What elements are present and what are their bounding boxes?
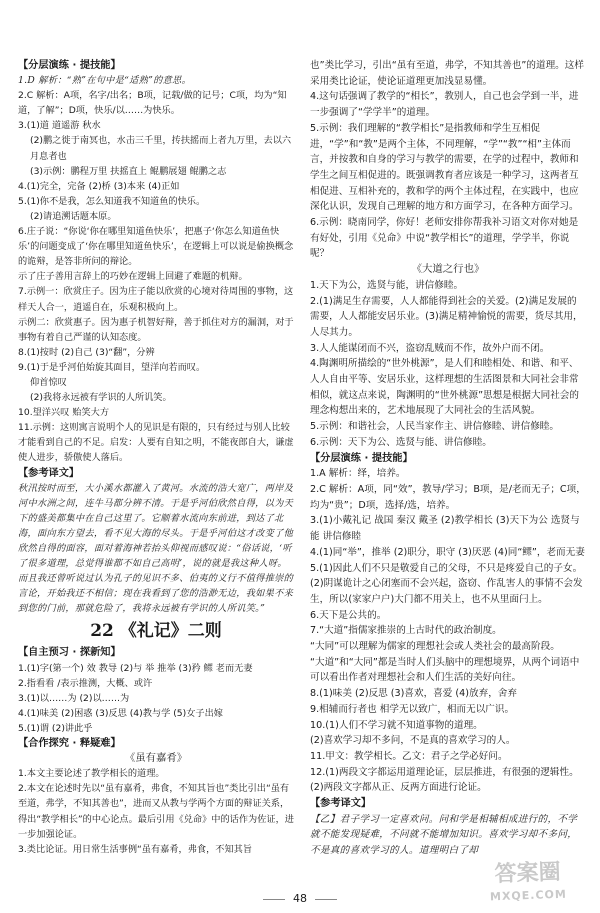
answer-line: 9.相辅而行者也 相学无以致广，相而无以广识。 xyxy=(310,703,515,715)
answer-line: 6.庄子说：“你说‘你在哪里知道鱼快乐’，把惠子‘你怎么知道鱼快乐’的问题变成了‘你在哪里知道鱼快乐’，在逻辑上可以说是偷换概念的诡辩，是答非所问的辩论。 xyxy=(18,226,294,268)
watermark-logo xyxy=(469,861,586,907)
answer-line: 9.(1)于是乎河伯始旋其面目，望洋向若而叹。 xyxy=(18,361,206,373)
answer-line: 也”类比学习，引出“虽有至道，弗学，不知其善也”的道理。这样采用类比论证，使论证道理更加浅显易懂。 xyxy=(310,60,584,87)
chapter-title: 22 《礼记》二则 xyxy=(90,621,222,642)
answer-line: 3.(1)小戴礼记 战国 秦汉 戴圣 (2)教学相长 (3)天下为公 选贤与能 讲信修睦 xyxy=(310,515,580,543)
watermark-sub: MXQE.COM xyxy=(489,887,568,904)
section-heading-row xyxy=(310,796,586,812)
answer-line: 7.示例一：欣赏庄子。因为庄子能以欣赏的心境对待周围的事物，这样天人合一，逍遥自在，乐观积极向上。 xyxy=(18,286,294,313)
answer-line: 2.C 解析：A项，同“效”，教导/学习；B项，是/老而无子；C项，均为“贵”；D项，选择/选，培养。 xyxy=(310,483,586,511)
answer-line: 4.(1)味美 (2)困惑 (3)反思 (4)教与学 (5)女子出嫁 xyxy=(18,707,223,719)
translation-paragraph: 【乙】君子学习一定喜欢问。问和学是相辅相成进行的，不学就不能发现疑难，不问就不能增加知识。喜欢学习却不多问，不是真的喜欢学习的人。道理明白了却 xyxy=(310,813,578,857)
answer-line: (2)阴谋诡计之心闭塞而不会兴起，盗窃、作乱害人的事情不会发生，所以(家家户户)大门都不用关上，也不从里面闩上。 xyxy=(310,578,583,605)
answer-line: 11.示例：这则寓言说明个人的见识是有限的，只有经过与别人比较才能看到自己的不足。启发：人要有自知之明，不能夜郎自大，谦虚使人进步，骄傲使人落后。 xyxy=(18,422,294,464)
answer-line: 5.示例：我们理解的“教学相长”是指教师和学生互相促进，“学”和“教”是两个主体，不同理解，“学”“教”“相”主体而言，并按教和自身的学习与教学的需要，在学的过程中，教师和学生之间互相促进的。既强调教育者应该是一种学习，这两者互相促进、互相补充的，教和学的两个主体过程，在实践中，也应深化认识，发现自己理解的地方和方面学习，在各种方面学习。 xyxy=(310,122,579,213)
answer-line: (2)喜欢学习却不多问，不是真的喜欢学习的人。 xyxy=(310,735,516,747)
section-heading-row xyxy=(18,58,294,73)
sub-title: 《虽有嘉肴》 xyxy=(124,752,188,765)
answer-line: 4.(1)同“举”，推举 (2)职分，职守 (3)厌恶 (4)同“鳏”，老而无妻 xyxy=(310,546,585,558)
section-heading: 【合作探究 · 释疑难】 xyxy=(18,738,121,750)
answer-line: 12.(1)两段文字都运用道理论证，层层推进，有很强的逻辑性。(2)两段文字都从正、反两方面进行论证。 xyxy=(310,766,579,794)
section-heading: 【分层演练 · 提技能】 xyxy=(18,60,121,71)
answer-line: 2.指看看 /表示推测，大概、或许 xyxy=(18,677,153,689)
section-heading: 【参考译文】 xyxy=(18,467,80,479)
answer-line: 2.(1)满足生存需要，人人都能得到社会的关爱。(2)满足发展的需要，人人都能安居乐业。(3)满足精神愉悦的需要，货尽其用，人尽其力。 xyxy=(310,295,583,338)
answer-line: (2)我将永远被有学识的人所讥笑。 xyxy=(30,392,172,404)
translation-paragraph: 秋汛按时而至，大小溪水都灌入了黄河。水流的浩大宽广，两岸及河中水洲之间，连牛马都分辨不清。于是乎河伯欣然自得，以为天下的盛美都集中在自己这里了。它顺着水流向东前进，到达了北海，面向东方望去，看不见大海的尽头。于是乎河伯这才改变了他欣然自得的面容，面对着海神若抬头仰视而感叹说：“俗话说，‘听了很多道理，总觉得谁都不如自己高明’，说的就是我这种人呀。而且我还曾听说过认为孔子的见识不多、伯夷的义行不值得推崇的言论，开始我还不相信；现在我看到了您的浩渺无边，我如果不来到您的门前，那就危险了，我将永远被有学识的人所讥笑。” xyxy=(18,482,294,615)
answer-line: 1.(1)字(第一个) 效 教导 (2)与 举 推举 (3)矜 鳏 老而无妻 xyxy=(18,662,253,674)
answer-line: 1.A 解析：绎，培养。 xyxy=(310,468,406,480)
answer-line: 2.C 解析：A项，名字/出名；B项，记载/做的记号；C项，均为“知道，了解”；D项，快乐/以……为快乐。 xyxy=(18,90,287,117)
section-heading-row xyxy=(18,645,294,660)
answer-line: 6.天下是公共的。 xyxy=(310,609,387,621)
answer-line: (3)示例：鹏程万里 扶摇直上 鲲鹏展翅 鲲鹏之志 xyxy=(30,165,227,177)
answer-line: 5.(1)因此人们不只是敬爱自己的父母，不只是疼爱自己的子女。 xyxy=(310,562,583,574)
left-column xyxy=(18,58,294,857)
translation-paragraph: 1.D 解析：“熟”在句中是“适熟”的意思。 xyxy=(18,75,192,87)
watermark-main: 答案圈 xyxy=(494,859,562,888)
answer-line: 4.这句话强调了教学的“相长”，教别人，自己也会学到一半，进一步强调了“学学半”的道理。 xyxy=(310,91,579,119)
answer-line: 3.类比论证。用日常生活事例“虽有嘉肴，弗食，不知其旨 xyxy=(18,843,253,855)
answer-line: 7.“大道”指儒家推崇的上古时代的政治制度。 xyxy=(310,625,502,637)
answer-line: 1.本文主要论述了教学相长的道理。 xyxy=(18,768,165,780)
answer-line: 1.天下为公，选贤与能，讲信修睦。 xyxy=(310,279,464,291)
answer-line: “大道”和“大同”都是当时人们头脑中的理想境界，从两个词语中可以看出作者对理想社会和人们生活的美好向往。 xyxy=(310,656,580,684)
answer-line: 2.本文在论述时先以“虽有嘉肴，弗食，不知其旨也”类比引出“虽有至道，弗学，不知其善也”，进而又从教与学两个方面的辩证关系，得出“教学相长”的中心论点。最后引用《兑命》中的话作为佐证，进一步加强论证。 xyxy=(18,783,294,840)
section-heading-row xyxy=(310,451,586,467)
section-heading: 【分层演练 · 提技能】 xyxy=(310,452,413,464)
right-column xyxy=(310,58,586,859)
answer-line: (2)请追溯话题本原。 xyxy=(30,210,117,222)
answer-line: 5.示例：和谐社会，人民当家作主、讲信修睦、讲信修睦。 xyxy=(310,421,559,433)
answer-line: 4.陶渊明所描绘的“世外桃源”，是人们和睦相处、和谐、和平、人人自由平等、安居乐业，这样理想的生活图景和大同社会非常相似，就这点来说，陶渊明的“世外桃源”思想是根据大同社会的理念构想出来的，艺术地展现了大同社会的生活风貌。 xyxy=(310,358,579,417)
section-heading-row xyxy=(18,466,294,481)
page-number-dash-right xyxy=(315,899,337,900)
answer-line: 11.甲文：教学相长。乙文：君子之学必好问。 xyxy=(310,750,508,762)
answer-line: 10.望洋兴叹 贻笑大方 xyxy=(18,407,110,419)
answer-line: 10.(1)人们不学习就不知道事物的道理。 xyxy=(310,719,483,731)
answer-line: 6.示例：天下为公、选贤与能、讲信修睦。 xyxy=(310,436,492,448)
answer-line: 示了庄子善用言辞上的巧妙在逻辑上回避了难题的机辩。 xyxy=(18,271,248,283)
section-heading: 【参考译文】 xyxy=(310,798,372,810)
answer-line: 3.(1)以……为 (2)以……为 xyxy=(18,692,130,704)
answer-line: “大同”可以理解为儒家的理想社会或人类社会的最高阶段。 xyxy=(310,641,560,653)
answer-line: 3.(1)道 道遥游 秋水 xyxy=(18,120,101,132)
answer-line: 5.(1)谓 (2)讲此乎 xyxy=(18,722,93,734)
answer-line: 示例二：欣赏惠子。因为惠子机智好辩，善于抓住对方的漏洞，对于事物有着自己严谨的认知态度。 xyxy=(18,316,294,343)
section-heading: 【自主预习 · 探新知】 xyxy=(18,647,121,659)
answer-line: 3.人人能谋闭而不兴，盗窃乱贼而不作，故外户而不闭。 xyxy=(310,342,550,354)
answer-line: 仰首惊叹 xyxy=(30,376,67,388)
answer-line: 4.(1)完全，完备 (2)桥 (3)本来 (4)正如 xyxy=(18,180,180,192)
page-number-dash-left xyxy=(263,899,285,900)
answer-line: (2)鹏之徙于南冥也，水击三千里，抟扶摇而上者九万里，去以六月息者也 xyxy=(30,135,292,162)
answer-line: 5.(1)你不是我，怎么知道我不知道鱼的快乐。 xyxy=(18,195,206,207)
sub-title: 《大道之行也》 xyxy=(411,263,485,276)
page-number-text: 48 xyxy=(293,892,307,905)
answer-line: 8.(1)味美 (2)反思 (3)喜欢，喜爱 (4)放弃，舍弃 xyxy=(310,688,517,700)
answer-line: 6.示例：晓南同学，你好！老师安排你帮我补习语文对你对她是有好处，引用《兑命》中说“教学相长”的道理，学学半，你说呢？ xyxy=(310,217,579,260)
section-heading-row xyxy=(18,736,294,751)
answer-line: 8.(1)按时 (2)自己 (3)“翻”，分辨 xyxy=(18,346,155,358)
